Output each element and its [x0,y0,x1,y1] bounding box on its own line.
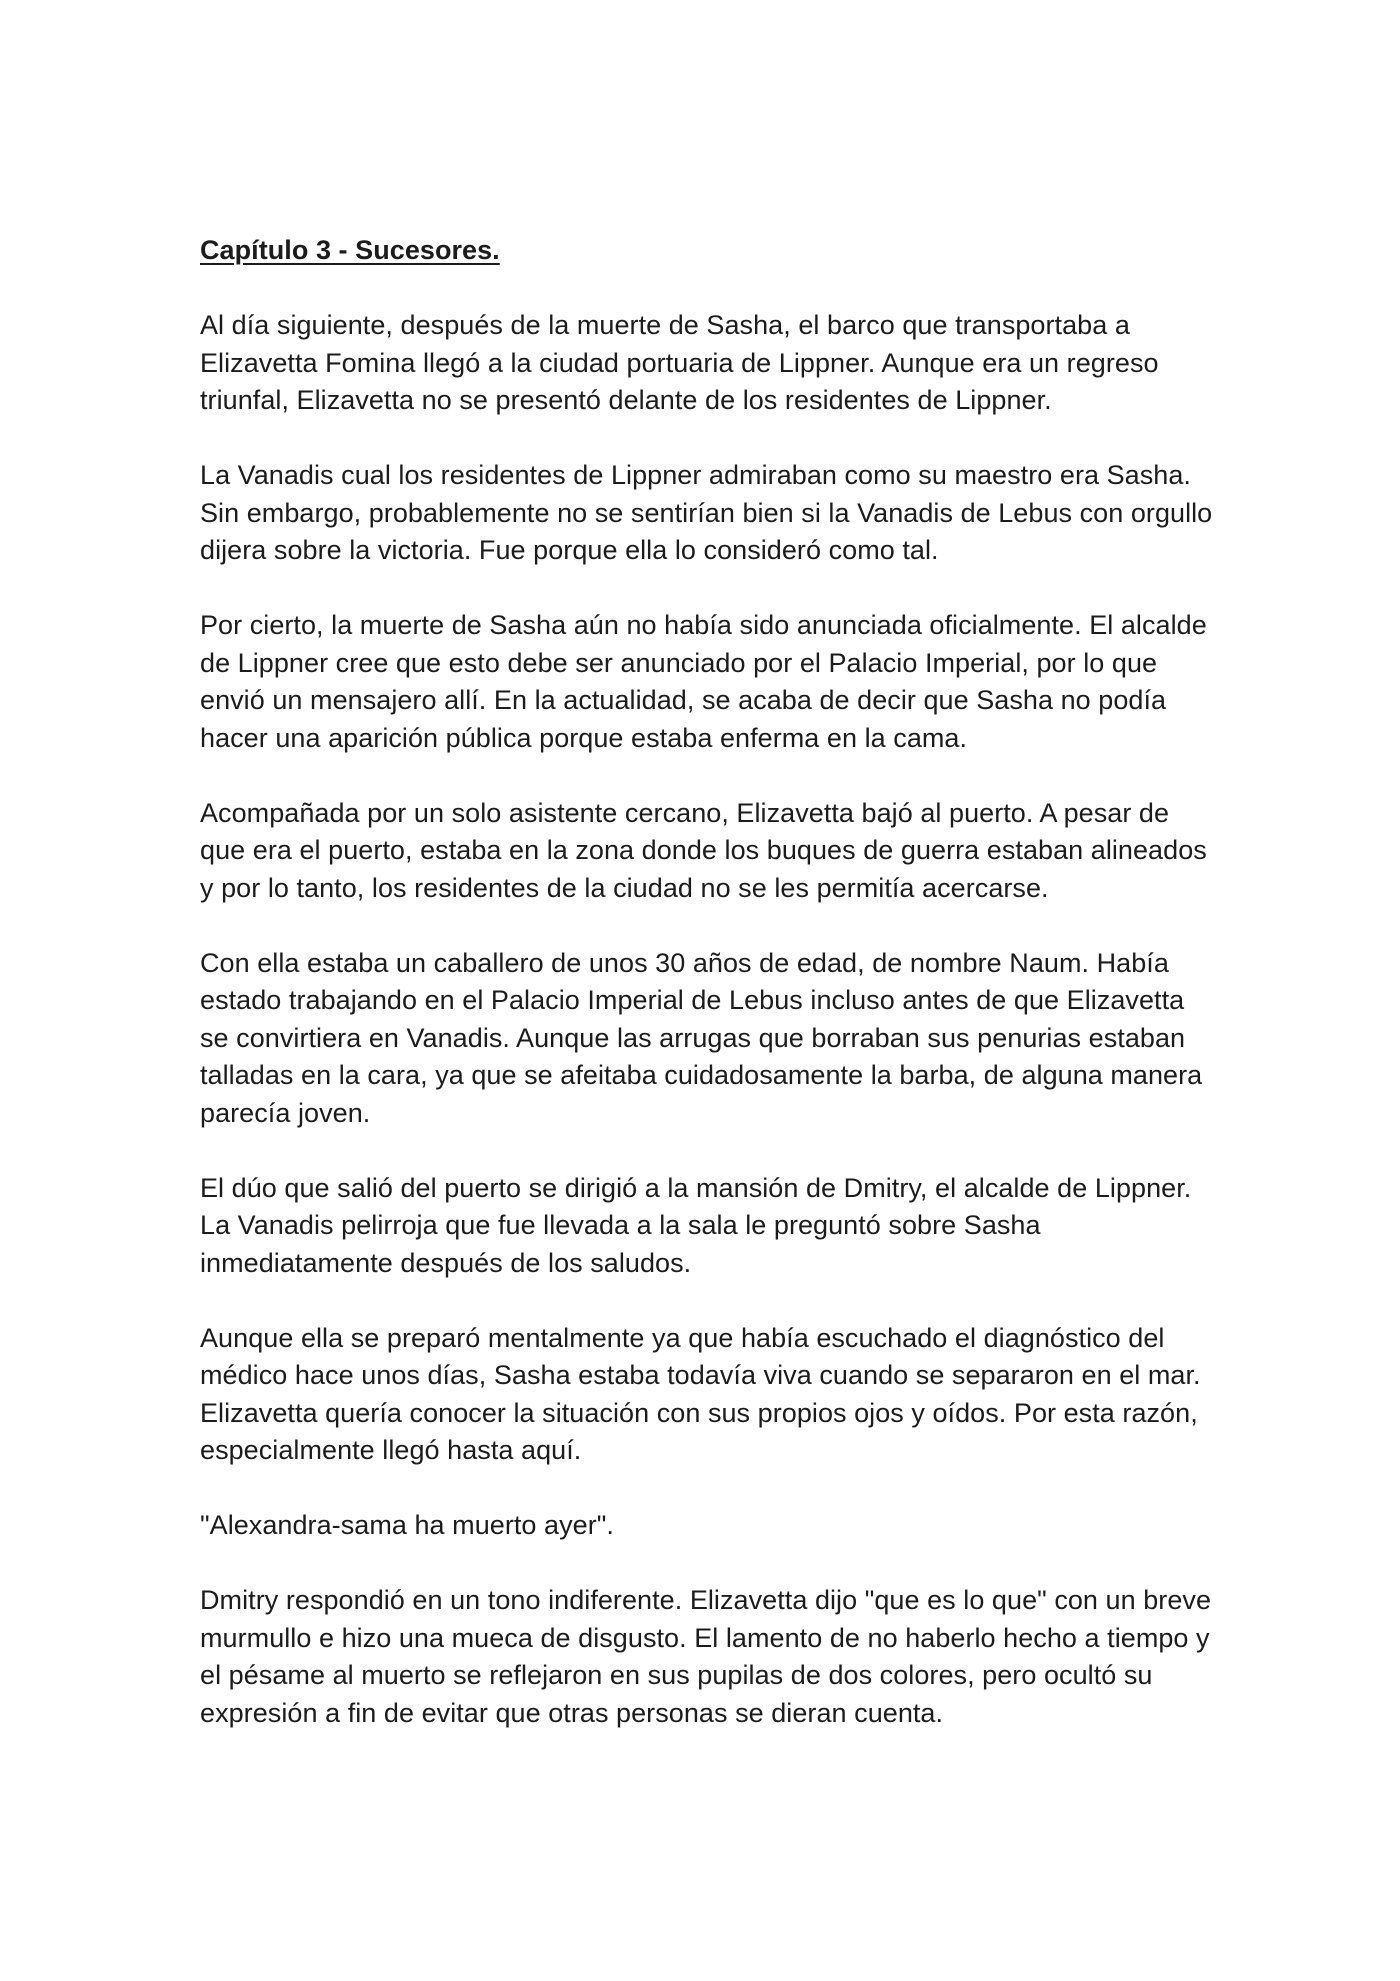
document-body [200,232,1220,1770]
paragraph: Al día siguiente, después de la muerte de Sasha, el barco que transportaba a Elizavetta Fomina llegó a la ciudad portuaria de Lippner. Aunque era un regreso triunfal, Elizavetta no se presentó delante de los residentes de Lippner. [200,310,1159,415]
paragraph: El dúo que salió del puerto se dirigió a la mansión de Dmitry, el alcalde de Lippner. La Vanadis pelirroja que fue llevada a la sala le preguntó sobre Sasha inmediatamente después de los saludos. [200,1172,1192,1278]
paragraph: Con ella estaba un caballero de unos 30 años de edad, de nombre Naum. Había estado trabajando en el Palacio Imperial de Lebus incluso antes de que Elizavetta se convirtiera en Vanadis. Aunque las arrugas que borraban sus penurias estaban talladas en la cara, ya que se afeitaba cuidadosamente la barba, de alguna manera parecía joven. [200,947,1203,1128]
paragraph: La Vanadis cual los residentes de Lippner admiraban como su maestro era Sasha. Sin embargo, probablemente no se sentirían bien si la Vanadis de Lebus con orgullo dijera sobre la victoria. Fue porque ella lo consideró como tal. [200,460,1213,565]
dialogue-line: "Alexandra-sama ha muerto ayer". [200,1510,614,1540]
paragraph: Dmitry respondió en un tono indiferente. Elizavetta dijo "que es lo que" con un breve murmullo e hizo una mueca de disgusto. El lamento de no haberlo hecho a tiempo y el pésame al muerto se reflejaron en sus pupilas de dos colores, pero ocultó su expresión a fin de evitar que otras personas se dieran cuenta. [200,1585,1212,1728]
paragraph: Acompañada por un solo asistente cercano, Elizavetta bajó al puerto. A pesar de que era el puerto, estaba en la zona donde los buques de guerra estaban alineados y por lo tanto, los residentes de la ciudad no se les permitía acercarse. [200,797,1207,903]
paragraph: Por cierto, la muerte de Sasha aún no había sido anunciada oficialmente. El alcalde de Lippner cree que esto debe ser anunciado por el Palacio Imperial, por lo que envió un mensajero allí. En la actualidad, se acaba de decir que Sasha no podía hacer una aparición pública porque estaba enferma en la cama. [200,610,1207,753]
chapter-title: Capítulo 3 - Sucesores. [200,235,500,265]
paragraph: Aunque ella se preparó mentalmente ya que había escuchado el diagnóstico del médico hace unos días, Sasha estaba todavía viva cuando se separaron en el mar. Elizavetta quería conocer la situación con sus propios ojos y oídos. Por esta razón, especialmente llegó hasta aquí. [200,1322,1201,1465]
